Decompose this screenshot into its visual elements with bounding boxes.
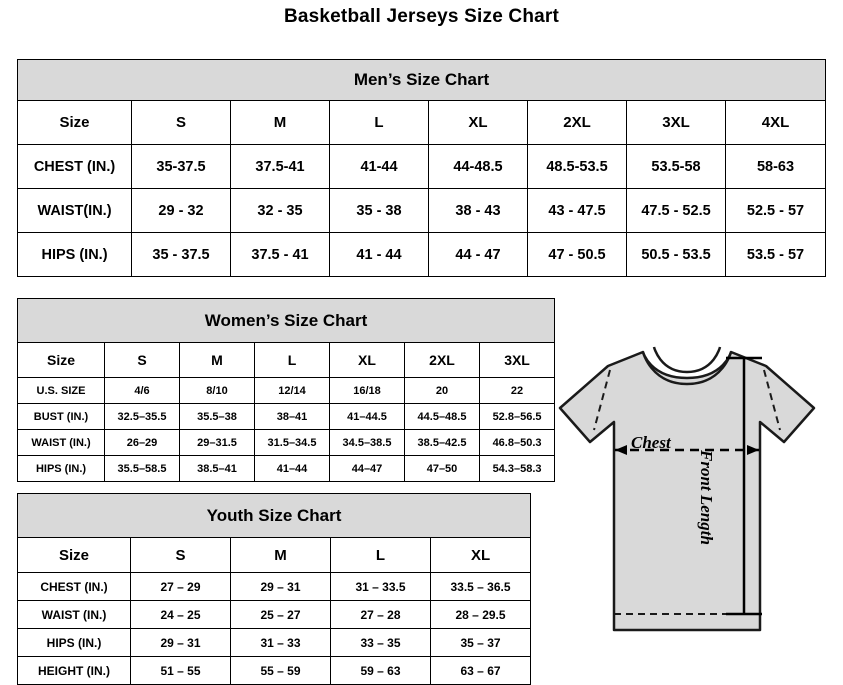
- row-label: HIPS (IN.): [18, 456, 105, 482]
- table-row: [18, 101, 826, 145]
- table-row: [18, 60, 826, 101]
- table-cell: 59 – 63: [331, 657, 431, 685]
- table-cell: 44-48.5: [429, 145, 528, 189]
- column-header: L: [330, 101, 429, 145]
- table-cell: 43 - 47.5: [528, 189, 627, 233]
- column-header: XL: [330, 343, 405, 378]
- table-row: [18, 657, 531, 685]
- womens-size-chart-table: [17, 298, 555, 482]
- table-cell: 58-63: [726, 145, 826, 189]
- row-label: WAIST (IN.): [18, 430, 105, 456]
- table-row: [18, 573, 531, 601]
- table-row: [18, 456, 555, 482]
- table-cell: 16/18: [330, 378, 405, 404]
- table-cell: 55 – 59: [231, 657, 331, 685]
- table-row: [18, 233, 826, 277]
- table-cell: 35 – 37: [431, 629, 531, 657]
- table-cell: 29 – 31: [131, 629, 231, 657]
- table-row: [18, 378, 555, 404]
- table-cell: 25 – 27: [231, 601, 331, 629]
- table-cell: 51 – 55: [131, 657, 231, 685]
- table-cell: 46.8–50.3: [480, 430, 555, 456]
- table-cell: 35-37.5: [132, 145, 231, 189]
- table-cell: 27 – 29: [131, 573, 231, 601]
- table-cell: 44–47: [330, 456, 405, 482]
- table-cell: 35 - 37.5: [132, 233, 231, 277]
- table-row: [18, 404, 555, 430]
- shirt-outline-icon: [560, 347, 814, 630]
- table-row: [18, 299, 555, 343]
- table-cell: 29 – 31: [231, 573, 331, 601]
- table-cell: 32.5–35.5: [105, 404, 180, 430]
- mens-size-chart-table: [17, 59, 826, 277]
- front-length-label: Front Length: [697, 450, 716, 545]
- table-cell: 38.5–42.5: [405, 430, 480, 456]
- row-label: U.S. SIZE: [18, 378, 105, 404]
- table-cell: 38 - 43: [429, 189, 528, 233]
- table-cell: 31 – 33.5: [331, 573, 431, 601]
- table-cell: 31.5–34.5: [255, 430, 330, 456]
- column-header: S: [131, 538, 231, 573]
- table-cell: 29–31.5: [180, 430, 255, 456]
- column-header: L: [255, 343, 330, 378]
- table-row: [18, 629, 531, 657]
- chest-label: Chest: [631, 433, 671, 452]
- table-cell: 37.5 - 41: [231, 233, 330, 277]
- table-cell: 35.5–38: [180, 404, 255, 430]
- column-header: M: [231, 101, 330, 145]
- column-header: M: [231, 538, 331, 573]
- table-cell: 28 – 29.5: [431, 601, 531, 629]
- table-row: [18, 145, 826, 189]
- column-header: Size: [18, 101, 132, 145]
- mens-chart-heading: Men’s Size Chart: [18, 60, 826, 101]
- table-cell: 38.5–41: [180, 456, 255, 482]
- table-cell: 27 – 28: [331, 601, 431, 629]
- row-label: HIPS (IN.): [18, 629, 131, 657]
- table-cell: 52.5 - 57: [726, 189, 826, 233]
- table-cell: 24 – 25: [131, 601, 231, 629]
- table-cell: 52.8–56.5: [480, 404, 555, 430]
- column-header: Size: [18, 343, 105, 378]
- column-header: 3XL: [480, 343, 555, 378]
- column-header: 4XL: [726, 101, 826, 145]
- shirt-diagram: [548, 330, 836, 675]
- table-cell: 8/10: [180, 378, 255, 404]
- column-header: S: [105, 343, 180, 378]
- row-label: WAIST (IN.): [18, 601, 131, 629]
- table-cell: 32 - 35: [231, 189, 330, 233]
- row-label: HEIGHT (IN.): [18, 657, 131, 685]
- table-cell: 34.5–38.5: [330, 430, 405, 456]
- table-cell: 26–29: [105, 430, 180, 456]
- table-cell: 37.5-41: [231, 145, 330, 189]
- table-cell: 20: [405, 378, 480, 404]
- youth-size-chart-table: [17, 493, 531, 685]
- table-cell: 53.5-58: [627, 145, 726, 189]
- table-cell: 12/14: [255, 378, 330, 404]
- table-cell: 33.5 – 36.5: [431, 573, 531, 601]
- row-label: CHEST (IN.): [18, 145, 132, 189]
- table-cell: 31 – 33: [231, 629, 331, 657]
- row-label: WAIST(IN.): [18, 189, 132, 233]
- table-cell: 35 - 38: [330, 189, 429, 233]
- row-label: CHEST (IN.): [18, 573, 131, 601]
- table-row: [18, 189, 826, 233]
- table-row: [18, 343, 555, 378]
- table-cell: 4/6: [105, 378, 180, 404]
- table-row: [18, 494, 531, 538]
- column-header: S: [132, 101, 231, 145]
- table-cell: 41–44: [255, 456, 330, 482]
- table-row: [18, 601, 531, 629]
- table-cell: 41 - 44: [330, 233, 429, 277]
- row-label: BUST (IN.): [18, 404, 105, 430]
- table-cell: 63 – 67: [431, 657, 531, 685]
- column-header: 2XL: [405, 343, 480, 378]
- table-row: [18, 430, 555, 456]
- table-cell: 35.5–58.5: [105, 456, 180, 482]
- table-cell: 53.5 - 57: [726, 233, 826, 277]
- womens-chart-heading: Women’s Size Chart: [18, 299, 555, 343]
- table-cell: 50.5 - 53.5: [627, 233, 726, 277]
- table-cell: 47–50: [405, 456, 480, 482]
- column-header: 3XL: [627, 101, 726, 145]
- table-row: [18, 538, 531, 573]
- table-cell: 44 - 47: [429, 233, 528, 277]
- youth-chart-heading: Youth Size Chart: [18, 494, 531, 538]
- column-header: L: [331, 538, 431, 573]
- column-header: XL: [431, 538, 531, 573]
- table-cell: 41-44: [330, 145, 429, 189]
- table-cell: 44.5–48.5: [405, 404, 480, 430]
- table-cell: 38–41: [255, 404, 330, 430]
- table-cell: 22: [480, 378, 555, 404]
- table-cell: 33 – 35: [331, 629, 431, 657]
- page-title: Basketball Jerseys Size Chart: [283, 6, 560, 27]
- table-cell: 41–44.5: [330, 404, 405, 430]
- table-cell: 47.5 - 52.5: [627, 189, 726, 233]
- column-header: Size: [18, 538, 131, 573]
- column-header: M: [180, 343, 255, 378]
- table-cell: 48.5-53.5: [528, 145, 627, 189]
- column-header: 2XL: [528, 101, 627, 145]
- table-cell: 29 - 32: [132, 189, 231, 233]
- row-label: HIPS (IN.): [18, 233, 132, 277]
- table-cell: 47 - 50.5: [528, 233, 627, 277]
- table-cell: 54.3–58.3: [480, 456, 555, 482]
- column-header: XL: [429, 101, 528, 145]
